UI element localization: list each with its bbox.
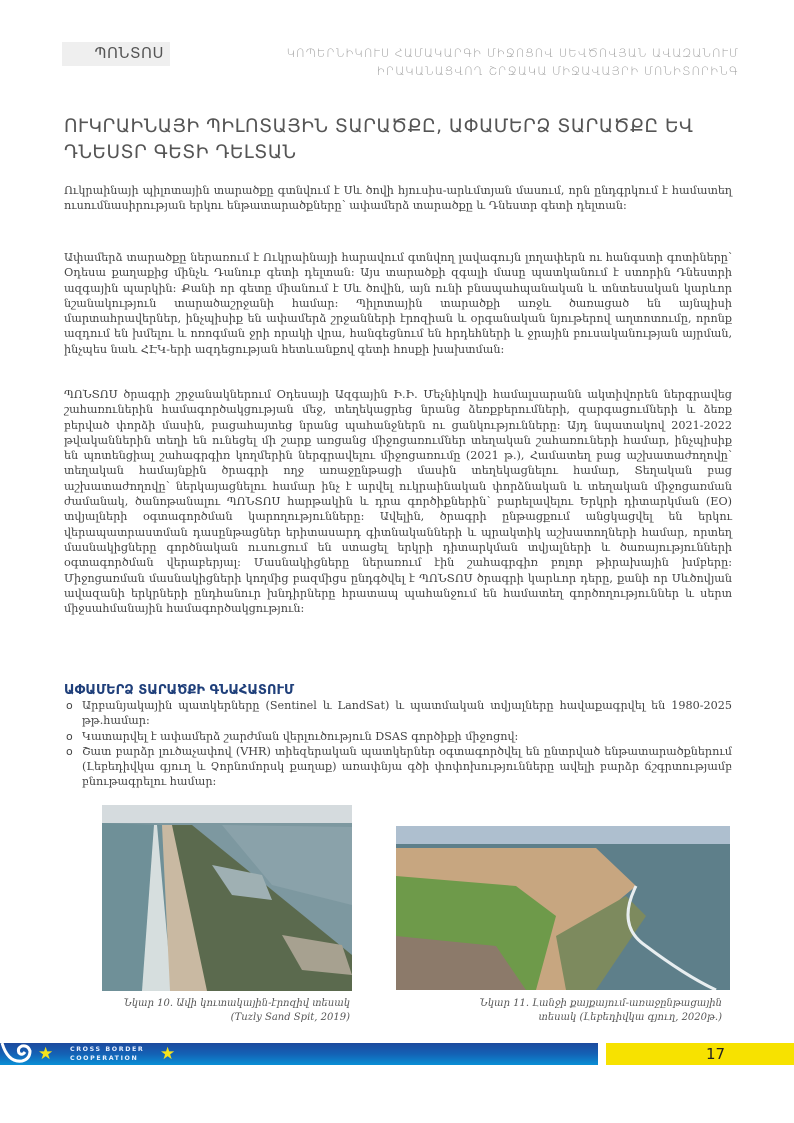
paragraph-intro: Ուկրաինայի պիլոտային տարածքը գտնվում է Սև ծովի հյուսիս-արևմտյան մասում, որն ընդգրկում է համատեղ ուսումնասիրության երկու ենթատարածքները՝ ափամերձ տարածքը և Դնեստր գետի դելտան: — [64, 184, 732, 213]
section-title: ԱՓԱՄԵՐՁ ՏԱՐԱԾՔԻ ԳՆԱՀԱՏՈՒՄ — [64, 683, 295, 698]
header-subtitle — [287, 44, 739, 80]
header-subtitle-line2: ԻՐԱԿԱՆԱՑՎՈՂ ՇՐՋԱԿԱ ՄԻՋԱՎԱՅՐԻ ՄՈՆԻՏՈՐԻՆԳ — [376, 64, 739, 78]
coastal-cliff-photo — [396, 826, 730, 990]
cliff-illustration — [396, 826, 730, 990]
eu-star-icon: ★ — [38, 1044, 54, 1064]
header-tag — [62, 42, 170, 66]
header-tag-text: ՊՈՆՏՈՍ — [94, 44, 164, 62]
bullet-text: Շատ բարձր լուծաչափով (VHR) տիեզերական պատկերներ օգտագործվել են ընտրված ենթատարածքներում (Լեբեդիվկա գյուղ և Չորնոմորսկ քաղաք) առափնյա գծի փոփոխությունները ավելի բարձր ճշգրտությամբ բնութագրելու համար: — [82, 744, 732, 789]
header-subtitle-line1: ԿՈՊԵՐՆԻԿՈՒՍ ՀԱՄԱԿԱՐԳԻ ՄԻՋՈՑՈՎ ՍԵՎԾՈՎՅԱՆ ԱՎԱԶԱՆՈՒՄ — [286, 46, 739, 60]
footer-program-bar — [0, 1043, 598, 1065]
program-swirl-logo-icon — [0, 1043, 34, 1065]
eu-star-icon: ★ — [160, 1044, 176, 1064]
page-number-box — [606, 1043, 794, 1065]
bullet-item — [64, 729, 732, 744]
bullet-item — [64, 744, 732, 790]
paragraph-project: ՊՈՆՏՈՍ ծրագրի շրջանակներում Օդեսայի Ազգային Ի.Ի. Մեչնիկովի համալսարանն ակտիվորեն ներգրավեց շահառուներին համագործակցության մեջ, տեղեկացրեց նրանց ձեռքբերումների, զարգացումների և ձեռք բերված փորձի մասին, բացահայտեց նրանց պահանջներն ու ցանկությունները: Այդ նպատակով 2021-2022 թվականներին տեղի են ունեցել մի շարք առցանց միջոցառումներ տեղական շահառուների համար, ինչպիսիք են պոտենցիալ շահագրգիռ կողմերին ներգրավելու միջոցառումը (2021 թ.), Համատեղ բաց աշխատաժողովը՝ տեղական համայնքին ծրագրի ողջ առաջընթացի մասին տեղեկացնելու համար, Տեղական բաց աշխատաժողովը՝ ներկայացնելու համար ինչ է արվել ուկրաինական փորձնական և տեղական միջոցառման ժամանակ, ծանոթանալու ՊՈՆՏՈՍ հարթակին և դրա գործիքներին՝ բարելավելու Երկրի դիտարկման (EO) տվյալների օգտագործման կարողությունները: Ավելին, ծրագրի ընթացքում անցկացվել են երկու վերապատրաստման դասընթացներ երիտասարդ գիտնականների և պրակտիկ աշխատողների համար, որտեղ մասնակիցները գործնական ուսուցում են ստացել երկրի դիտարկման տվյալների և ծառայությունների օգտագործման վերաբերյալ: Մասնակիցները ներառում էին շահագրգիռ բոլոր թիրախային խմբերը: Միջոցառման մասնակիցների կողմից բազմիցս ընդգծվել է ՊՈՆՏՈՍ ծրագրի կարևոր դերը, քանի որ Սևծովյան ավազանի երկրների ընդհանուր խնդիրները հրատապ պահանջում են համատեղ գործողություններ և սերտ միջսահմանային համագործակցություն: — [64, 388, 732, 616]
bullet-icon: o — [66, 729, 73, 743]
program-name-line2: COOPERATION — [70, 1055, 139, 1062]
paragraph-coastal: Ափամերձ տարածքը ներառում է Ուկրաինայի հարավում գտնվող լավագույն լողափերն ու հանգստի գոտիները՝ Օդեսա քաղաքից մինչև Դանուբ գետի դելտան: Այս տարածքի զգալի մասը պատկանում է ստորին Դնեստրի ազգային պարկին: Քանի որ գետը միանում է Սև ծովին, այն ունի բնապահպանական և տնտեսական կարևոր նշանակություն տարածաշրջանի համար: Պիլոտային տարածքի առջև ծառացած են այնպիսի մարտահրավերներ, ինչպիսիք են ափամերձ շրջանների էրոզիան և օրգանական նյութերով աղտոտումը, որոնք ազդում են խմելու և ոռոգման ջրի որակի վրա, հանգեցնում են հրդեհների և ջրային բուսականության այրման, ինչպես նաև ՀԷԿ-երի ազդեցության հետևանքով գետի հոսքի խախտման: — [64, 251, 732, 356]
bullet-item — [64, 698, 732, 729]
program-name — [70, 1045, 144, 1063]
page-number: 17 — [706, 1045, 726, 1063]
figure-caption: Նկար 10. Ավի կուտակային-էրոզիվ տեսակ (Tuzly Sand Spit, 2019) — [123, 998, 350, 1023]
figure-caption: Նկար 11. Լանջի քայքայում-առաջընթացային տեսակ (Լեբեդիվկա գյուղ, 2020թ.) — [479, 998, 722, 1023]
sand-spit-illustration — [102, 805, 352, 991]
program-name-line1: CROSS BORDER — [70, 1046, 145, 1053]
page-title: ՈՒԿՐԱԻՆԱՅԻ ՊԻԼՈՏԱՅԻՆ ՏԱՐԱԾՔԸ, ԱՓԱՄԵՐՁ ՏԱՐԱԾՔԸ ԵՎ ԴՆԵՍՏՐ ԳԵՏԻ ԴԵԼՏԱՆ — [64, 116, 694, 163]
bullet-list — [64, 698, 732, 790]
bullet-icon: o — [66, 699, 73, 712]
aerial-sand-spit-photo — [102, 805, 352, 991]
bullet-icon: o — [66, 744, 73, 758]
bullet-text: Կատարվել է ափամերձ շարժման վերլուծություն DSAS գործիքի միջոցով: — [82, 729, 519, 743]
bullet-text: Արբանյակային պատկերները (Sentinel և LandSat) և պատմական տվյալները հավաքագրվել են 1980-2025 թթ.համար: — [82, 699, 732, 728]
